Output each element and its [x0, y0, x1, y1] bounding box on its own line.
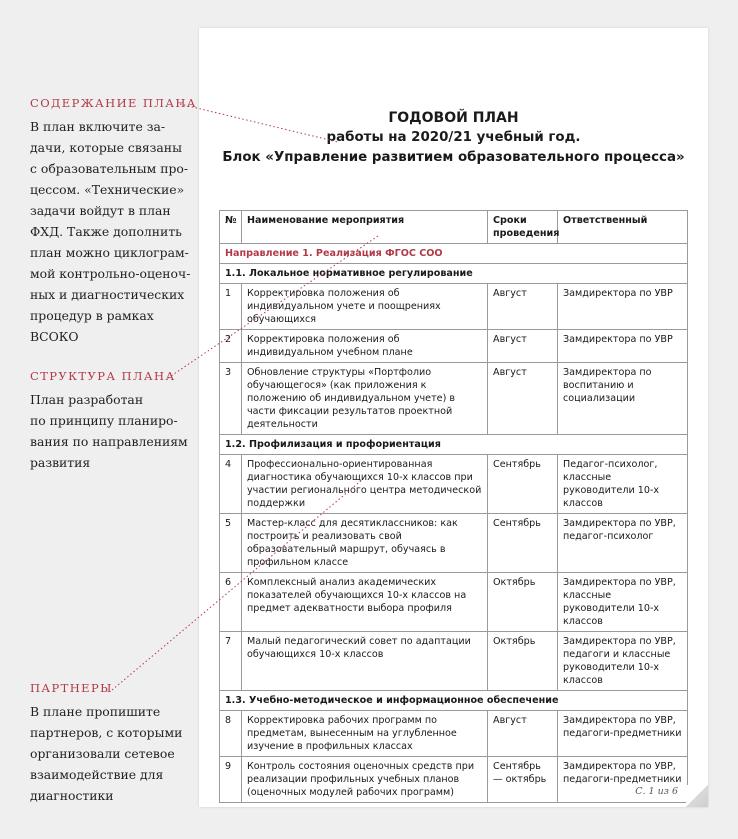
annotation-line: мой контрольно-оценоч-: [30, 266, 191, 281]
annotation-line: ВСОКО: [30, 329, 79, 344]
annotation-line: дачи, которые связаны: [30, 140, 182, 155]
row-responsible: Замдиректора по УВР: [558, 330, 688, 363]
row-number: 2: [220, 330, 242, 363]
row-number: 9: [220, 757, 242, 803]
annotation-line: задачи войдут в план: [30, 203, 171, 218]
row-number: 1: [220, 284, 242, 330]
row-name: Корректировка рабочих программ по предметам, вынесенным на углубленное изучение в профильных классах: [242, 711, 488, 757]
row-name: Малый педагогический совет по адаптации обучающихся 10-х классов: [242, 632, 488, 691]
row-number: 8: [220, 711, 242, 757]
document-title-line: Блок «Управление развитием образовательного процесса»: [222, 150, 685, 165]
row-number: 6: [220, 573, 242, 632]
document-title-line: ГОДОВОЙ ПЛАН: [388, 110, 519, 126]
annotation-title: СТРУКТУРА ПЛАНА: [30, 369, 176, 383]
annotation-line: вания по направлениям: [30, 434, 188, 449]
annotation-line: с образовательным про-: [30, 161, 189, 176]
annotation-line: диагностики: [30, 788, 114, 803]
row-term: Октябрь: [488, 573, 558, 632]
annotation-title: ПАРТНЕРЫ: [30, 681, 113, 695]
direction-title: Направление 1. Реализация ФГОС СОО: [220, 244, 688, 264]
row-name: Мастер-класс для десятиклассников: как построить и реализовать свой образовательный маршрут, обучаясь в профильном классе: [242, 514, 488, 573]
row-term: Сентябрь: [488, 514, 558, 573]
row-term: Август: [488, 330, 558, 363]
row-term: Сентябрь — октябрь: [488, 757, 558, 803]
document-title-line: работы на 2020/21 учебный год.: [326, 130, 581, 145]
row-responsible: Замдиректора по УВР, педагоги-предметники: [558, 711, 688, 757]
annotation-line: В плане пропишите: [30, 704, 161, 719]
annotation-title: СОДЕРЖАНИЕ ПЛАНА: [30, 96, 197, 110]
row-number: 3: [220, 363, 242, 435]
annotation-line: партнеров, с которыми: [30, 725, 183, 740]
section-title: 1.3. Учебно-методическое и информационное обеспечение: [220, 691, 688, 711]
annotation-line: ных и диагностических: [30, 287, 185, 302]
page-number: С. 1 из 6: [635, 786, 678, 797]
annotation-line: процедур в рамках: [30, 308, 154, 323]
row-name: Комплексный анализ академических показателей обучающихся 10-х классов на предмет адекватности выбора профиля: [242, 573, 488, 632]
row-term: Август: [488, 711, 558, 757]
header-term: Сроки проведения: [488, 211, 558, 244]
leader-line-structure: [168, 236, 378, 378]
row-name: Корректировка положения об индивидуальном учебном плане: [242, 330, 488, 363]
section-title: 1.1. Локальное нормативное регулирование: [220, 264, 688, 284]
row-term: Август: [488, 363, 558, 435]
row-term: Сентябрь: [488, 455, 558, 514]
row-responsible: Замдиректора по УВР, классные руководители 10-х классов: [558, 573, 688, 632]
section-title: 1.2. Профилизация и профориентация: [220, 435, 688, 455]
row-number: 4: [220, 455, 242, 514]
annotation-line: организовали сетевое: [30, 746, 175, 761]
annotation-line: В план включите за-: [30, 119, 166, 134]
annotation-line: План разработан: [30, 392, 144, 407]
row-name: Контроль состояния оценочных средств при реализации профильных учебных планов (оценочных модулей рабочих программ): [242, 757, 488, 803]
row-term: Октябрь: [488, 632, 558, 691]
row-responsible: Замдиректора по УВР: [558, 284, 688, 330]
row-number: 5: [220, 514, 242, 573]
leader-line-partners: [112, 480, 362, 690]
header-name: Наименование мероприятия: [242, 211, 488, 244]
annotation-line: цессом. «Технические»: [30, 182, 185, 197]
annotation-line: развития: [30, 455, 91, 470]
header-number: №: [220, 211, 242, 244]
header-responsible: Ответственный: [558, 211, 688, 244]
row-name: Профессионально-ориентированная диагностика обучающихся 10-х классов при участии регионального центра методической поддержки: [242, 455, 488, 514]
row-number: 7: [220, 632, 242, 691]
row-name: Корректировка положения об индивидуальном учете и поощрениях обучающихся: [242, 284, 488, 330]
row-responsible: Замдиректора по воспитанию и социализации: [558, 363, 688, 435]
annotation-line: план можно циклограм-: [30, 245, 189, 260]
annotation-line: по принципу планиро-: [30, 413, 178, 428]
annotation-line: взаимодействие для: [30, 767, 164, 782]
leader-line-content: [180, 104, 338, 142]
row-responsible: Замдиректора по УВР, педагоги-предметники: [558, 757, 688, 803]
row-name: Обновление структуры «Портфолио обучающегося» (как приложения к положению об индивидуальном учете) в части фиксации результатов проектной деятельности: [242, 363, 488, 435]
row-responsible: Педагог-психолог, классные руководители 10-х классов: [558, 455, 688, 514]
row-responsible: Замдиректора по УВР, педагоги и классные руководители 10-х классов: [558, 632, 688, 691]
row-responsible: Замдиректора по УВР, педагог-психолог: [558, 514, 688, 573]
annotation-line: ФХД. Также дополнить: [30, 224, 182, 239]
row-term: Август: [488, 284, 558, 330]
